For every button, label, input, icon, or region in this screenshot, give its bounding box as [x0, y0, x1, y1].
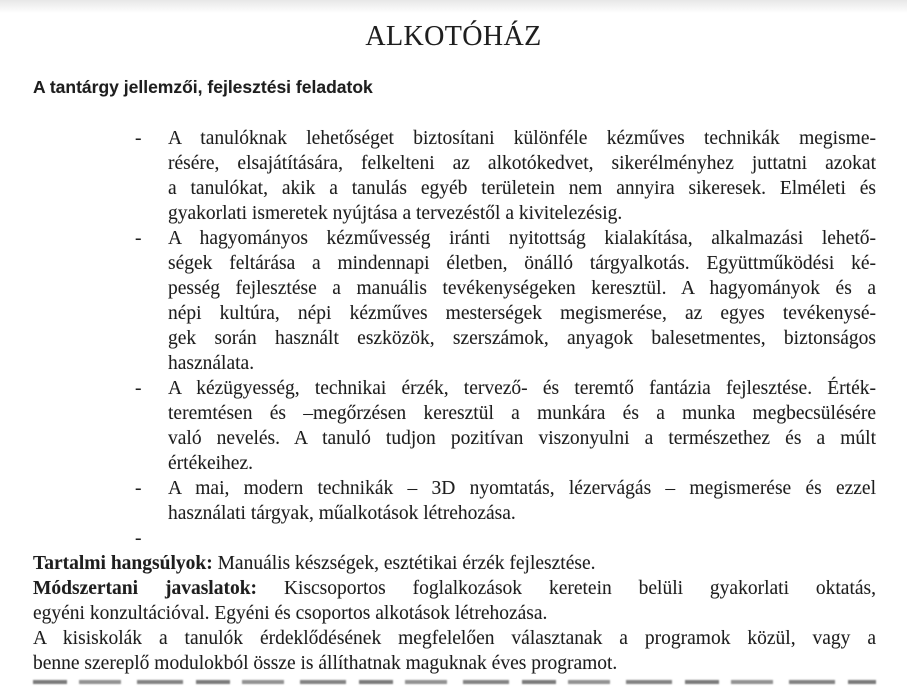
bullet-text-line: A tanulóknak lehetőséget biztosítani különféle kézműves technikák megisme- — [168, 128, 876, 149]
document-title: ALKOTÓHÁZ — [365, 21, 542, 52]
bullet-item — [135, 126, 876, 226]
bullet-list — [135, 126, 876, 551]
bullet-text-line: a tanulókat, akik a tanulás egyéb területein nem annyira sikeresek. Elméleti és — [168, 178, 876, 199]
bullet-text — [168, 376, 876, 476]
bullet-text-line: gek során használt eszközök, szerszámok, anyagok balesetmentes, biztonságos — [168, 328, 876, 349]
bullet-text — [168, 226, 876, 376]
bullet-text-line: pesség fejlesztése a manuális tevékenységeken keresztül. A hagyományok és a — [168, 278, 876, 299]
paragraph-line: A kisiskolák a tanulók érdeklődésének megfelelően választanak a programok közül, vagy a — [33, 628, 876, 649]
paragraph-line: Módszertani javaslatok: Kiscsoportos foglalkozások keretein belüli gyakorlati oktatás, — [33, 578, 876, 599]
paragraph-lead-label: Módszertani javaslatok: — [33, 578, 258, 599]
bullet-marker: - — [135, 378, 142, 399]
bullet-item — [135, 376, 876, 476]
bullet-marker: - — [135, 478, 142, 499]
cutoff-text-remnant — [33, 680, 876, 684]
bullet-text-line: értékeihez. — [168, 453, 253, 474]
section-heading: A tantárgy jellemzői, fejlesztési feladatok — [33, 77, 373, 97]
page-top-edge — [0, 0, 907, 13]
bullet-text-line: gyakorlati ismeretek nyújtása a tervezéstől a kivitelezésig. — [168, 203, 623, 224]
bullet-marker: - — [135, 128, 142, 149]
bullet-text — [168, 476, 876, 526]
bullet-text-line: teremtésen és –megőrzésen keresztül a munkára és a munka megbecsülésére — [168, 403, 876, 424]
bullet-marker: - — [135, 228, 142, 249]
bullet-text-line: A kézügyesség, technikai érzék, tervező- és teremtő fantázia fejlesztése. Érték- — [168, 378, 876, 399]
bullet-text-line: használati tárgyak, műalkotások létrehozása. — [168, 503, 516, 524]
paragraph-line: Tartalmi hangsúlyok: Manuális készségek, esztétikai érzék fejlesztése. — [33, 553, 596, 574]
bullet-item — [135, 226, 876, 376]
bullet-text-line: A hagyományos kézművesség iránti nyitottság kialakítása, alkalmazási lehető- — [168, 228, 876, 249]
bullet-text-line: való nevelés. A tanuló tudjon pozitívan viszonyulni a természethez és a múlt — [168, 428, 876, 449]
paragraph-line: benne szereplő modulokból össze is állíthatnak maguknak éves programot. — [33, 653, 618, 674]
bullet-text-line: használata. — [168, 353, 255, 374]
bullet-text-line: ségek feltárása a mindennapi életben, önálló tárgyalkotás. Együttműködési ké- — [168, 253, 876, 274]
bullet-text-line: népi kultúra, népi kézműves mesterségek megismerése, az egyes tevékenysé- — [168, 303, 876, 324]
paragraph-lead-label: Tartalmi hangsúlyok: — [33, 553, 213, 574]
bullet-text — [168, 126, 876, 226]
bullet-text-line: résére, elsajátítására, felkelteni az alkotókedvet, sikerélményhez juttatni azokat — [168, 153, 876, 174]
bullet-text-line: A mai, modern technikák – 3D nyomtatás, lézervágás – megismerése és ezzel — [168, 478, 876, 499]
bullet-marker: - — [135, 528, 142, 549]
bullet-item — [135, 476, 876, 526]
paragraph-line: egyéni konzultációval. Egyéni és csoportos alkotások létrehozása. — [33, 603, 548, 624]
bullet-item — [135, 526, 876, 551]
closing-paragraphs — [33, 551, 876, 676]
